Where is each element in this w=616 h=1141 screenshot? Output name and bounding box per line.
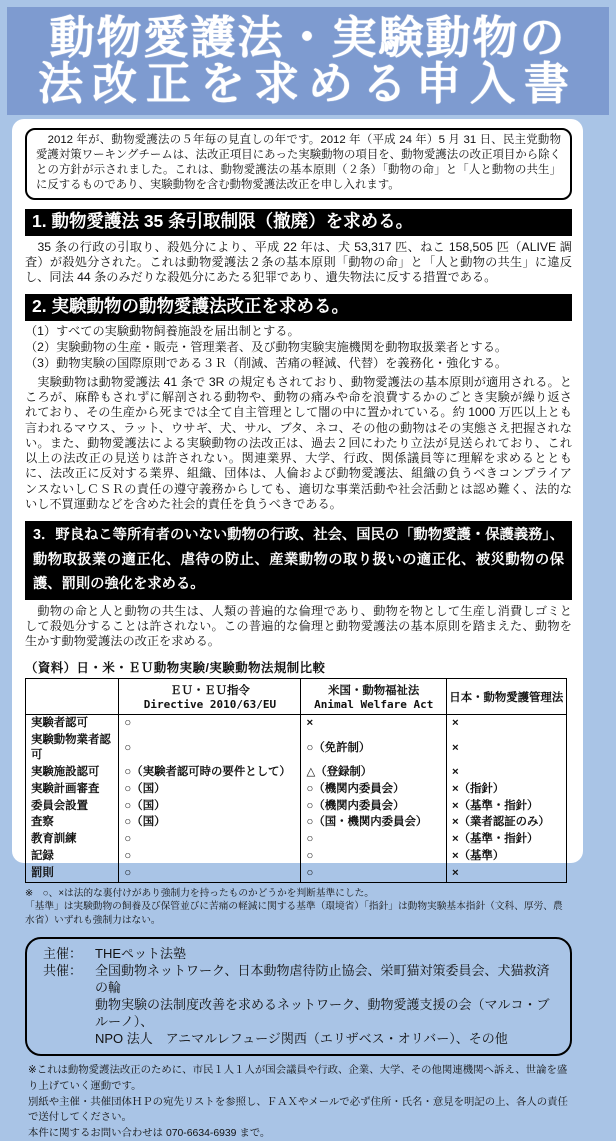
table-row [26,764,567,781]
table-row [26,798,567,815]
comparison-table-title: （資料）日・米・ＥＵ動物実験/実験動物法規制比較 [25,661,326,676]
cohost-label: 共催： [43,962,83,978]
section1-body: 35 条の行政の引取り、殺処分により、平成 22 年は、犬 53,317 匹、ねこ 158,505 匹（ALIVE 調査）が殺処分された。これは動物愛護法２条の基本原則「動物の命」と「人と動物の共生」に違反し、同法 44 条のみだりな殺処分にあたる犯罪であり、遺失物法に反する措置である。 [25,239,572,284]
cell-eu: ○（国） [119,781,301,798]
table-row [26,865,567,882]
page-title-line1: 動物愛護法・実験動物の [49,12,567,64]
cell-eu: ○（国） [119,814,301,831]
organizers-box [25,937,572,1057]
table-row [26,781,567,798]
table-row [26,831,567,848]
cell-eu: ○ [119,848,301,865]
header-cell-eu [119,679,301,715]
cell-us: ○ [301,831,447,848]
row-label: 委員会設置 [31,799,88,812]
header-us-jp: 米国・動物福祉法 [328,685,420,698]
intro-box [25,128,572,200]
cell-us: ○ [301,848,447,865]
cell-us: ○（機関内委員会） [301,798,447,815]
cell-eu: ○（国） [119,798,301,815]
row-label: 教育訓練 [31,833,77,846]
table-row [26,715,567,732]
footnote-line: 「基準」は実験動物の飼養及び保管並びに苦痛の軽減に関する基準（環境省）「指針」は動物実験基本指針（文科、厚労、農水省）いずれも強制力はない。 [25,901,563,926]
cohost-names [95,962,556,1048]
header-cell-empty [26,679,119,715]
bottom-note-line: ※これは動物愛護法改正のために、市民１人１人が国会議員や行政、企業、大学、その他関連機関へ訴え、世論を盛り上げていく運動です。 [28,1065,568,1093]
cell-eu: ○ [119,732,301,764]
cell-eu: ○ [119,831,301,848]
cell-jp: ×（基準） [447,848,567,865]
cohost-line: NPO 法人 アニマルレフュージ関西（エリザベス・オリバー）、その他 [95,1031,508,1047]
list-item: （3）動物実験の国際原則である３Ｒ（削減、苦痛の軽減、代替）を義務化・強化する。 [25,355,508,370]
title-banner [7,7,609,115]
cell-eu: ○ [119,865,301,882]
table-row [26,814,567,831]
cell-jp: ×（基準・指針） [447,831,567,848]
cohost-line: 動物実験の法制度改善を求めるネットワーク、動物愛護支援の会（マルコ・ブルーノ）、 [95,996,550,1030]
cell-jp: ×（業者認証のみ） [447,814,567,831]
host-row [43,945,556,962]
content-sheet [12,119,583,1139]
cell-eu: ○ [119,715,301,732]
header-cell-us [301,679,447,715]
footnote-line: ※ ○、×は法的な裏付けがあり強制力を持ったものかどうかを判断基準にした。 [25,887,374,899]
header-cell-jp: 日本・動物愛護管理法 [447,679,567,715]
intro-text: 2012 年が、動物愛護法の５年毎の見直しの年です。2012 年（平成 24 年）5 月 31 日、民主党動物愛護対策ワーキングチームは、法改正項目にあった実験動物の項目を、動物愛護法の改正項目から除くとの方針が示されました。これは、動物愛護法の基本原則（２条）「動物の命」と「人と動物の共生」に反するものであり、実験動物を含む動物愛護法改正を申し入れます。 [36,134,561,192]
cell-us: ○（国・機関内委員会） [301,814,447,831]
cohost-row [43,962,556,1048]
bottom-note-line: 本件に関するお問い合わせは 070-6634-6939 まで。 [28,1127,271,1139]
cell-us: ○ [301,865,447,882]
list-item: （2）実験動物の生産・販売・管理業者、及び動物実験実施機関を動物取扱業者とする。 [25,340,508,354]
table-row [26,732,567,764]
cell-jp: × [447,865,567,882]
cell-us: × [301,715,447,732]
row-label: 罰則 [31,866,54,879]
host-label: 主催： [43,945,83,961]
table-header-row [26,679,567,715]
cohost-line: 全国動物ネットワーク、日本動物虐待防止協会、栄町猫対策委員会、犬猫救済の輪 [95,962,550,995]
row-label: 記録 [31,850,54,863]
cell-jp: × [447,764,567,781]
section2-body: 実験動物は動物愛護法 41 条で 3R の規定もされており、動物愛護法の基本原則が適用される。ところが、麻酔もされずに解剖される動物や、動物の痛みや命を浪費するかのごとき実験が繰り返されており、その生産から死までは全て自主管理として闇の中に置かれている。約 1000 万匹以上とも言われるマウス、ラット、ウサギ、犬、サル、ブタ、ネコ、その他の動物はその実態さえ把握されない。また、動物愛護法による実験動物の法改正は、過去２回にわたり立法が見送られており、これ以上の法改正の見送りは許されない。関連業界、大学、行政、関係議員等に理解を求めるとともに、法改正に反対する業界、組織、団体は、人倫および動物愛護法、組織の負うべきコンプライアンスないしＣＳＲの責任の遵守義務からしても、適切な事業活動や社会活動とは認め難く、法的ないし不買運動などを含めた社会的責任を負うべきである。 [25,374,572,511]
cell-us: ○（免許制） [301,732,447,764]
header-eu-en: Directive 2010/63/EU [143,698,277,712]
cell-jp: × [447,732,567,764]
bottom-notes [25,1063,572,1141]
row-label: 査察 [31,816,54,829]
cell-jp: ×（指針） [447,781,567,798]
row-label: 実験者認可 [31,717,88,730]
cell-jp: × [447,715,567,732]
table-row [26,848,567,865]
section2-demand-list [25,324,572,371]
host-name: THEペット法塾 [95,945,187,961]
comparison-table [25,678,567,882]
cell-us: ○（機関内委員会） [301,781,447,798]
section3-heading-bar: 3．野良ねこ等所有者のいない動物の行政、社会、国民の「動物愛護・保護義務」、動物取扱業の適正化、虐待の防止、産業動物の取り扱いの適正化、被災動物の保護、罰則の強化を求める。 [25,521,572,600]
cell-us: △（登録制） [301,764,447,781]
row-label: 実験施設認可 [31,765,100,778]
section1-heading-bar: 1. 動物愛護法 35 条引取制限（撤廃）を求める。 [25,209,572,236]
header-us-en: Animal Welfare Act [314,698,434,712]
bottom-note-line: 別紙や主催・共催団体ＨＰの宛先リストを参照し、ＦＡＸやメールで必ず住所・氏名・意見を明記の上、各人の責任で送付してください。 [28,1096,568,1124]
cell-eu: ○（実験者認可時の要件として） [119,764,301,781]
section3-body: 動物の命と人と動物の共生は、人類の普遍的な倫理であり、動物を物として生産し消費しゴミとして殺処分することは許されない。この普遍的な倫理と動物愛護法の基本原則を踏まえた、動物を生かす動物愛護法の改正を求める。 [25,603,572,649]
cell-jp: ×（基準・指針） [447,798,567,815]
section2-heading-bar: 2. 実験動物の動物愛護法改正を求める。 [25,294,572,321]
row-label: 実験計画審査 [31,782,100,795]
page-title-line2: 法改正を求める申入書 [37,58,578,109]
list-item: （1）すべての実験動物飼養施設を届出制とする。 [25,324,300,339]
table-footnotes [25,887,572,928]
row-label: 実験動物業者認可 [31,734,111,762]
header-eu-jp: ＥＵ・ＥＵ指令 [170,685,250,698]
